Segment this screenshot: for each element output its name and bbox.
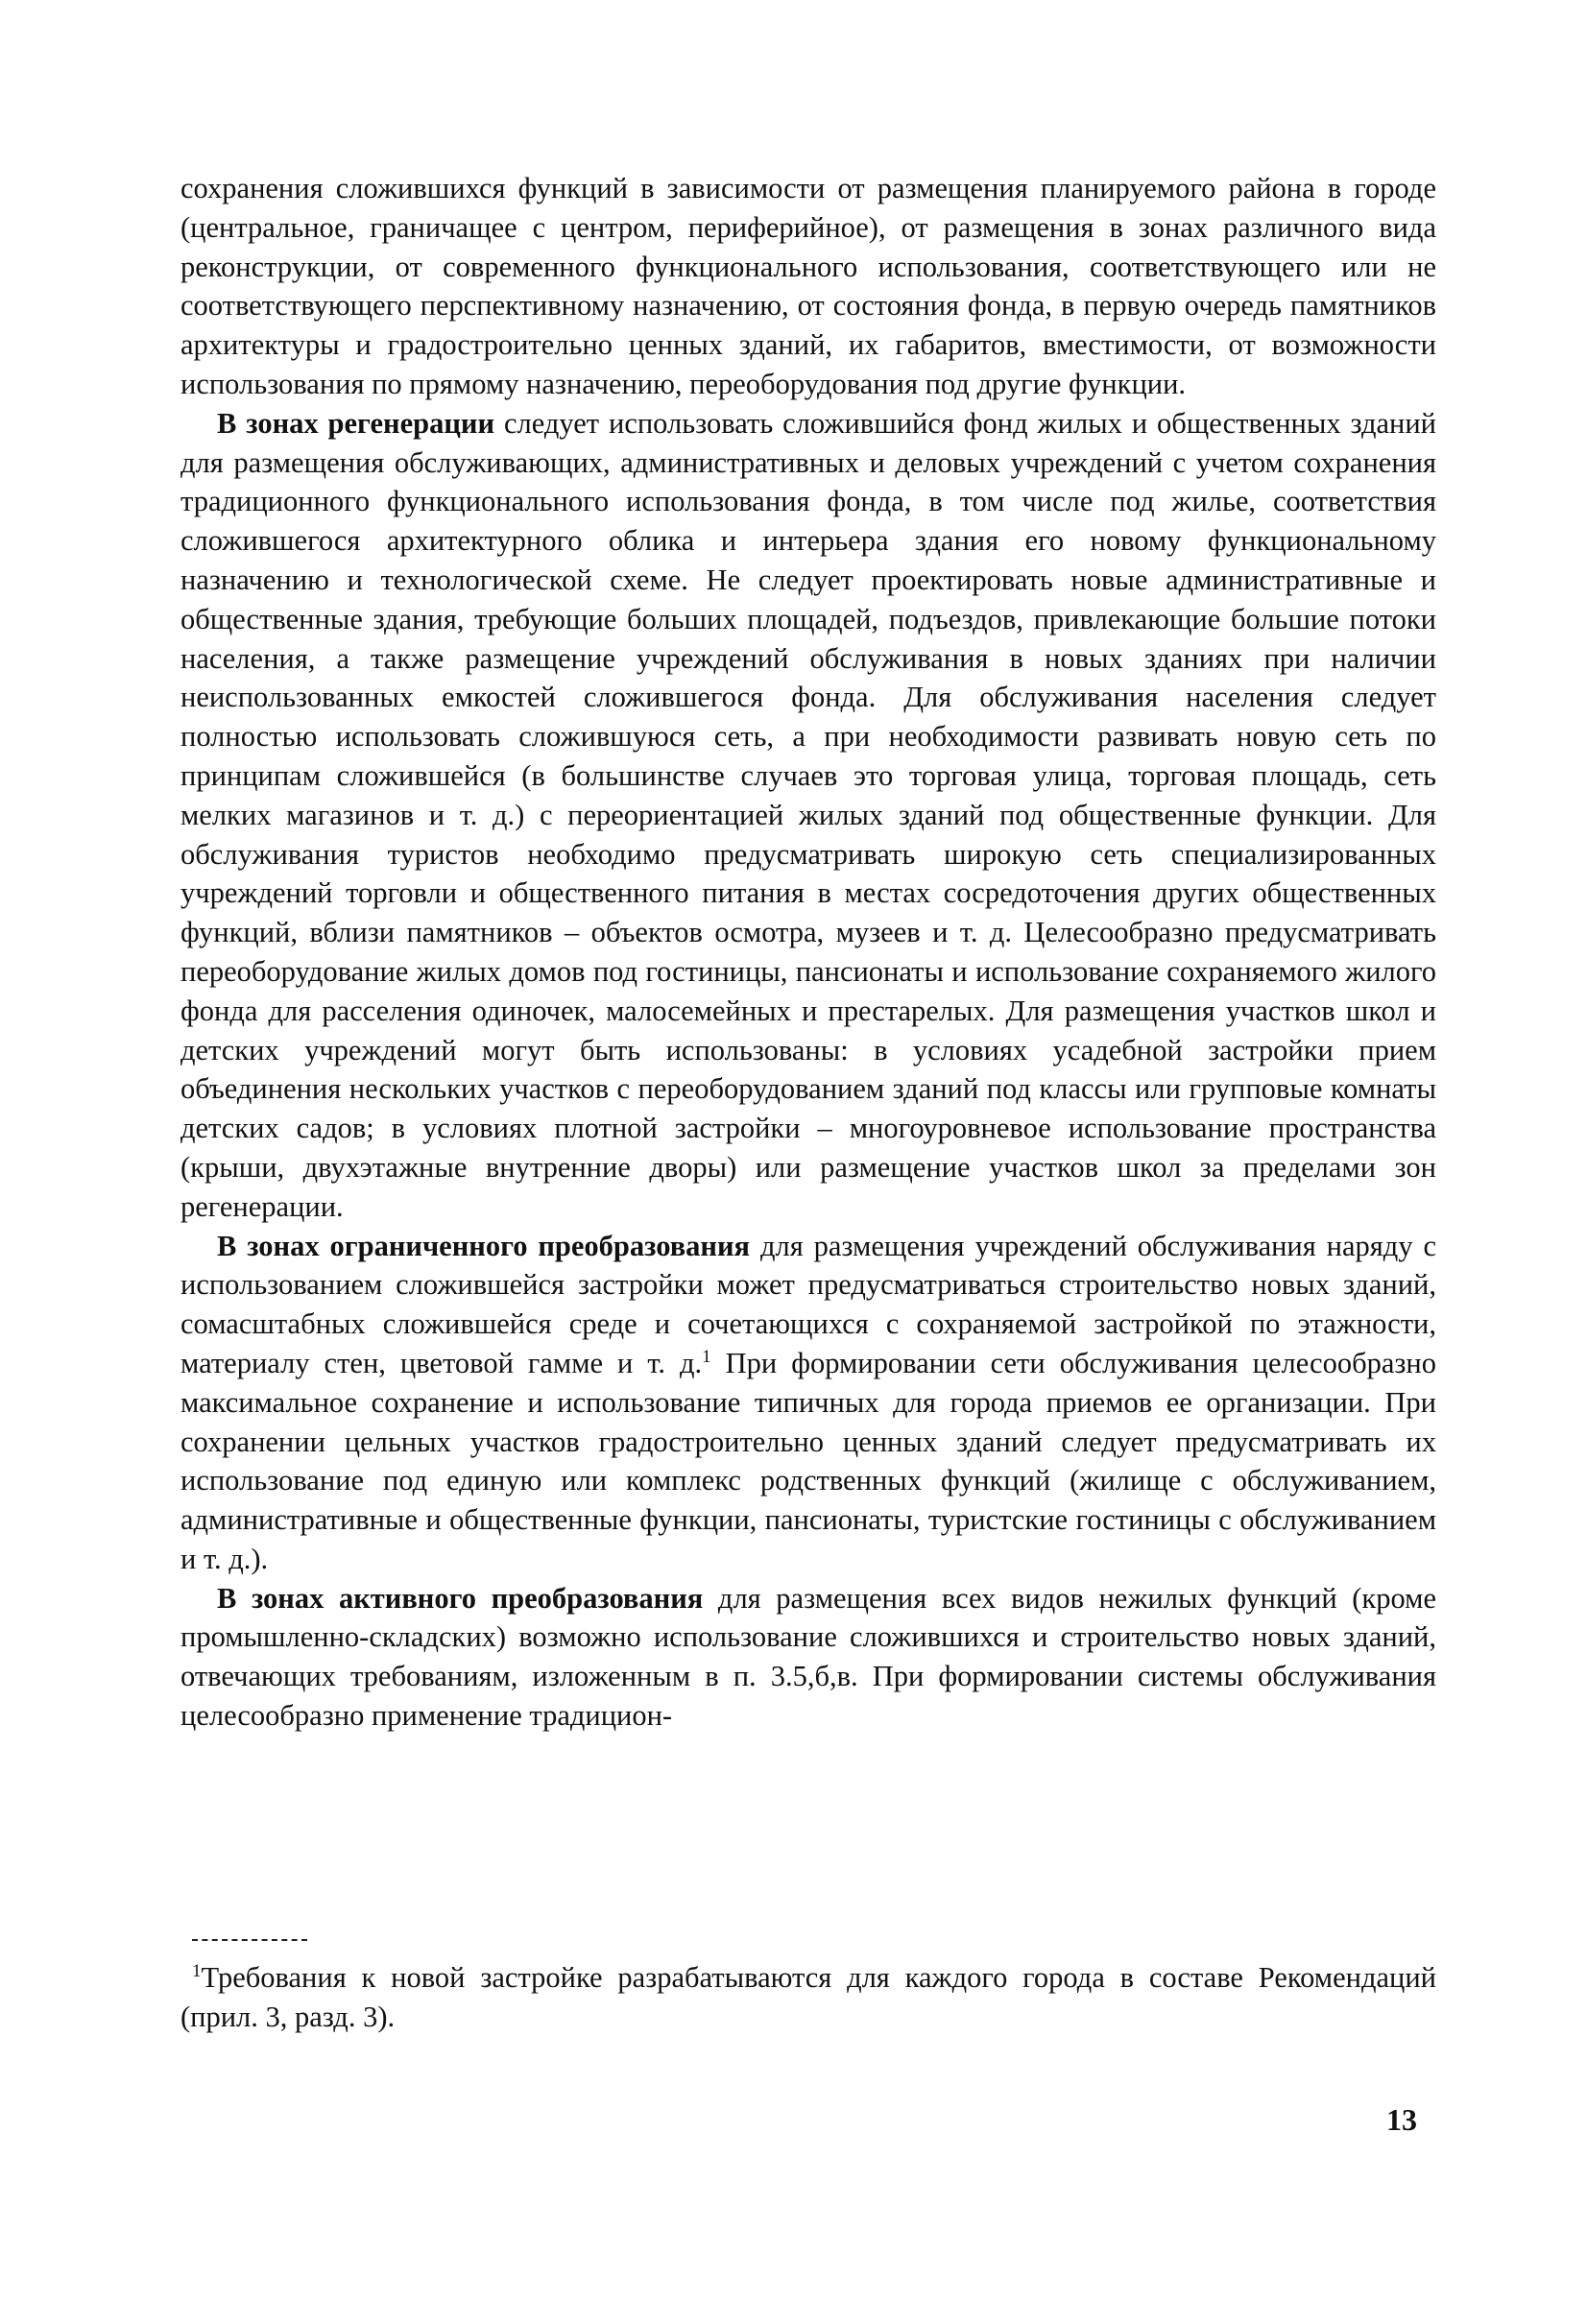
footnote-reference: 1 (702, 1346, 711, 1367)
paragraph-lead: В зонах ограниченного преобразования (217, 1229, 751, 1262)
paragraph-lead: В зонах регенерации (217, 406, 495, 440)
paragraph-limited-transformation-zones (180, 1227, 1436, 1579)
paragraph-text: для размещения учреждений обслуживания наряду с использованием сложившейся застройки может предусматриваться строительство новых зданий, сомасштабных сложившейся среде и сочетающихся с сохраняемой застройкой по этажности, материалу стен, цветовой гамме и т. д. (180, 1229, 1437, 1379)
footnote-divider (192, 1939, 307, 1941)
paragraph-lead: В зонах активного преобразования (217, 1581, 704, 1615)
paragraph-regeneration-zones (180, 404, 1436, 1227)
footnote-text: Требования к новой застройке разрабатываются для каждого города в составе Рекомендаций (прил. 3, разд. 3). (180, 1961, 1436, 2033)
page-number: 13 (1386, 2102, 1417, 2137)
footnote-mark: 1 (192, 1960, 202, 1981)
paragraph-text: следует использовать сложившийся фонд жилых и общественных зданий для размещения обслуживающих, административных и деловых учреждений с учетом сохранения традиционного функционального использования фонда, в том числе под жилье, соответствия сложившегося архитектурного облика и интерьера здания его новому функциональному назначению и технологической схеме. Не следует проектировать новые административные и общественные здания, требующие больших площадей, подъездов, привлекающие большие потоки населения, а также размещение учреждений обслуживания в новых зданиях при наличии неиспользованных емкостей сложившегося фонда. Для обслуживания населения следует полностью использовать сложившуюся сеть, а при необходимости развивать новую сеть по принципам сложившейся (в большинстве случаев это торговая улица, торговая площадь, сеть мелких магазинов и т. д.) с переориентацией жилых зданий под общественные функции. Для обслуживания туристов необходимо предусматривать широкую сеть специализированных учреждений торговли и общественного питания в местах сосредоточения других общественных функций, вблизи памятников – объектов осмотра, музеев и т. д. Целесообразно предусматривать переоборудование жилых домов под гостиницы, пансионаты и использование сохраняемого жилого фонда для расселения одиночек, малосемейных и престарелых. Для размещения участков школ и детских учреждений могут быть использованы: в условиях усадебной застройки прием объединения нескольких участков с переоборудованием зданий под классы или групповые комнаты детских садов; в условиях плотной застройки – многоуровневое использование пространства (крыши, двухэтажные внутренние дворы) или размещение участков школ за пределами зон регенерации. (180, 406, 1436, 1223)
page-body (180, 169, 1436, 1736)
footnote (180, 1958, 1436, 2037)
paragraph-text: сохранения сложившихся функций в зависимости от размещения планируемого района в городе (центральное, граничащее с центром, периферийное), от размещения в зонах различного вида реконструкции, от современного функционального использования, соответствующего или не соответствующего перспективному назначению, от состояния фонда, в первую очередь памятников архитектуры и градостроительно ценных зданий, их габаритов, вместимости, от возможности использования по прямому назначению, переоборудования под другие функции. (180, 172, 1436, 400)
paragraph-text-continued: При формировании сети обслуживания целесообразно максимальное сохранение и использование типичных для города приемов ее организации. При сохранении цельных участков градостроительно ценных зданий следует предусматривать их использование под единую или комплекс родственных функций (жилище с обслуживанием, административные и общественные функции, пансионаты, туристские гостиницы с обслуживанием и т. д.). (180, 1346, 1436, 1575)
paragraph-continuation (180, 169, 1436, 404)
paragraph-active-transformation-zones (180, 1579, 1436, 1736)
paragraph-text: для размещения всех видов нежилых функций (кроме промышленно-складских) возможно использование сложившихся и строительство новых зданий, отвечающих требованиям, изложенным в п. 3.5,б,в. При формировании системы обслуживания целесообразно применение традицион- (180, 1581, 1436, 1733)
